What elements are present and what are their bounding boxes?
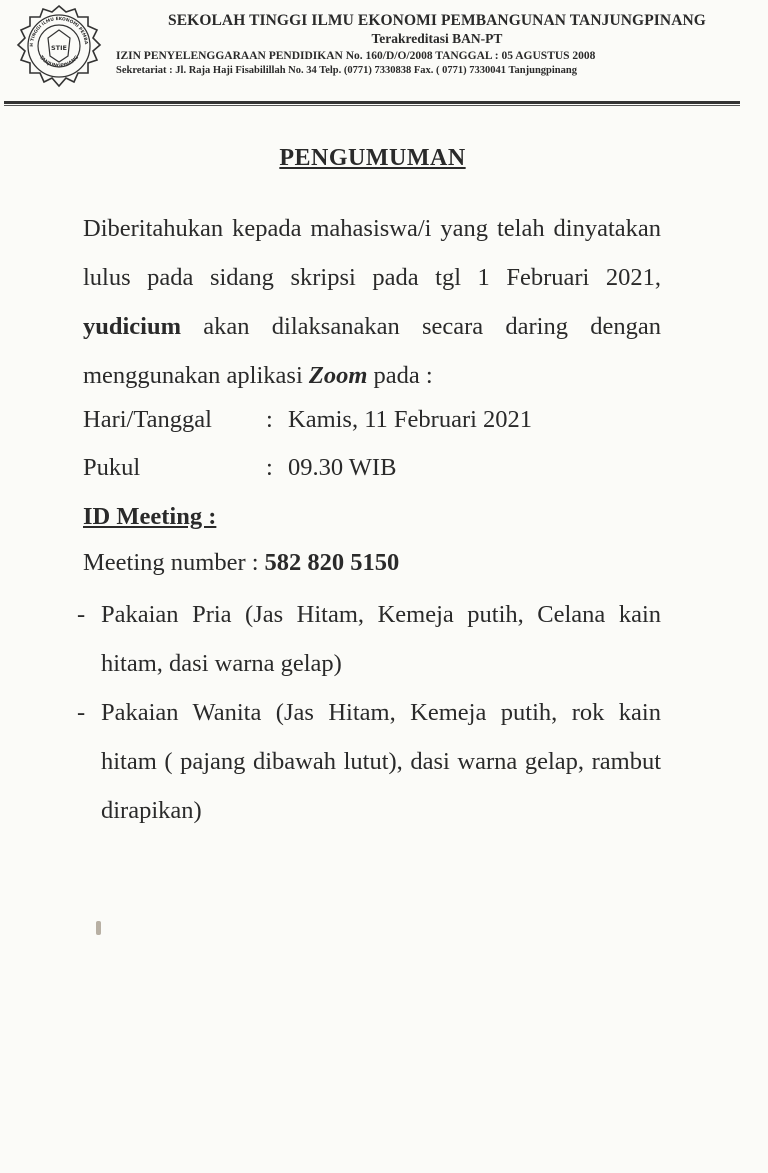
letterhead [0, 0, 768, 110]
meeting-number-row [83, 549, 399, 577]
permit-line: IZIN PENYELENGGARAAN PENDIDIKAN No. 160/D/O/2008 TANGGAL : 05 AGUSTUS 2008 [116, 50, 596, 62]
date-row [83, 405, 532, 435]
logo-ring-text-top: H TINGGI ILMU EKONOMI PEMBA [29, 16, 88, 47]
logo-center-text: STIE [51, 44, 67, 52]
header-divider-thick [4, 101, 740, 104]
bullet-dash: - [77, 699, 86, 726]
id-meeting-heading: ID Meeting : [83, 503, 217, 530]
time-row [83, 453, 396, 483]
yudicium-word: yudicium [83, 313, 182, 340]
date-colon: : [266, 406, 273, 433]
header-divider-thin [4, 105, 740, 106]
time-value: 09.30 WIB [288, 454, 397, 481]
date-value: Kamis, 11 Februari 2021 [288, 406, 533, 433]
zoom-app-name: Zoom [308, 362, 368, 389]
announcement-intro [83, 204, 661, 400]
school-name: SEKOLAH TINGGI ILMU EKONOMI PEMBANGUNAN TANJUNGPINANG [168, 12, 706, 29]
scan-speck [96, 921, 101, 935]
time-label: Pukul [83, 454, 141, 481]
list-item [77, 688, 661, 835]
accreditation: Terakreditasi BAN-PT [371, 31, 503, 46]
bullet-dash: - [77, 601, 86, 628]
dress-code-women: Pakaian Wanita (Jas Hitam, Kemeja putih, rok kain hitam ( pajang dibawah lutut), dasi warna gelap, rambut dirapikan) [101, 699, 661, 824]
dress-code-men: Pakaian Pria (Jas Hitam, Kemeja putih, Celana kain hitam, dasi warna gelap) [101, 601, 661, 677]
secretariat-line: Sekretariat : Jl. Raja Haji Fisabilillah No. 34 Telp. (0771) 7330838 Fax. ( 0771) 7330041 Tanjungpinang [116, 65, 577, 76]
intro-part-2: akan dilaksanakan secara daring dengan menggunakan aplikasi [83, 313, 661, 389]
intro-part-3: pada : [367, 362, 433, 389]
announcement-title: PENGUMUMAN [279, 145, 466, 171]
date-label: Hari/Tanggal [83, 406, 212, 433]
school-seal-icon [12, 4, 106, 96]
logo-ring-text-bottom: TANJUNGPINANG [37, 55, 81, 70]
meeting-number-label: Meeting number : [83, 549, 259, 576]
meeting-number-value: 582 820 5150 [264, 549, 400, 576]
list-item [77, 590, 661, 688]
time-colon: : [266, 454, 273, 481]
intro-part-1: Diberitahukan kepada mahasiswa/i yang telah dinyatakan lulus pada sidang skripsi pada tgl 1 Februari 2021, [83, 215, 661, 291]
